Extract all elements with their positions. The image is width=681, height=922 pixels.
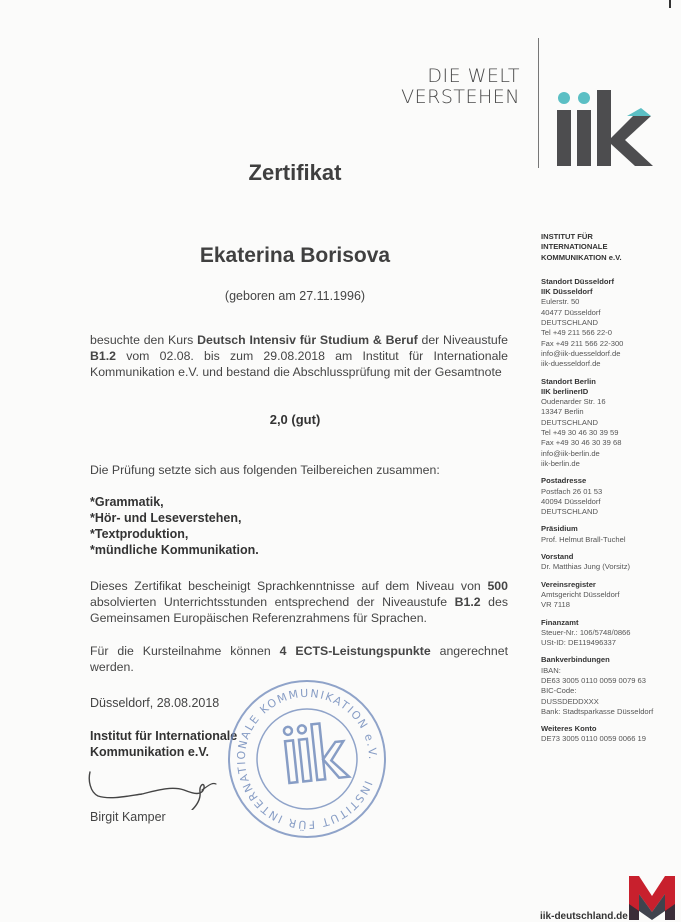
edge-mark: [669, 0, 671, 8]
section-heading: Vorstand: [541, 552, 574, 562]
fax-line: Fax +49 30 46 30 39 68: [541, 438, 622, 448]
sidebar-tax: [541, 618, 671, 649]
level-value: B1.2: [454, 595, 481, 609]
exam-part-item: *mündliche Kommunikation.: [90, 543, 259, 557]
address-line: DEUTSCHLAND: [541, 417, 598, 427]
section-heading: Weiteres Konto: [541, 724, 597, 734]
course-text-a: besuchte den Kurs: [90, 333, 198, 347]
level-text-b: absolvierten Unterrichtsstunden entsprechend der Niveaustufe: [90, 595, 455, 609]
website-link[interactable]: iik-duesseldorf.de: [541, 359, 601, 369]
org-line: INTERNATIONALE: [541, 242, 608, 252]
sidebar-berlin: [541, 377, 671, 470]
email-link[interactable]: info@iik-duesseldorf.de: [541, 348, 621, 358]
birth-date: (geboren am 27.11.1996): [224, 289, 366, 303]
svg-text:INSTITUT FÜR INTERNATIONALE KO: [225, 677, 389, 841]
watermark-m-logo: [627, 874, 677, 920]
section-heading: Vereinsregister: [541, 579, 596, 589]
course-name: Deutsch Intensiv für Studium & Beruf: [197, 333, 418, 347]
tax-line: Steuer-Nr.: 106/5748/0866: [541, 627, 631, 637]
signer-name: Birgit Kamper: [90, 810, 166, 824]
sidebar-board: [541, 552, 671, 573]
exam-part-item: *Hör- und Leseverstehen,: [90, 511, 242, 525]
address-line: 40094 Düsseldorf: [541, 496, 601, 506]
tax-line: USt-ID: DE119496337: [541, 638, 616, 648]
fax-line: Fax +49 211 566 22-300: [541, 338, 624, 348]
recipient-name: Ekaterina Borisova: [199, 244, 391, 267]
ects-paragraph: [90, 643, 508, 675]
place-date: Düsseldorf, 28.08.2018: [90, 696, 220, 710]
bank-line: DUSSDEDDXXX: [541, 696, 599, 706]
institute-line-2: Kommunikation e.V.: [90, 745, 210, 759]
course-text-b: der Niveaustufe: [417, 333, 508, 347]
course-text-c: vom 02.08. bis zum 29.08.2018 am Institut für Internationale Kommunikation e.V. und bestand die Abschlussprüfung mit der Gesamtnote: [90, 349, 508, 379]
bank-line: DE63 3005 0110 0059 0079 63: [541, 675, 646, 685]
ects-text-a: Für die Kursteilnahme können: [90, 644, 280, 658]
section-heading: Standort Düsseldorf: [541, 276, 614, 286]
sidebar-postal: [541, 476, 671, 517]
bank-line: DE73 3005 0110 0059 0066 19: [541, 734, 646, 744]
bank-line: Bank: Stadtsparkasse Düsseldorf: [541, 706, 654, 716]
address-line: DEUTSCHLAND: [541, 507, 598, 517]
exam-part-item: *Textproduktion,: [90, 527, 189, 541]
sidebar-register: [541, 580, 671, 611]
person-line: Dr. Matthias Jung (Vorsitz): [541, 562, 631, 572]
bank-line: IBAN:: [541, 665, 561, 675]
phone-line: Tel +49 211 566 22-0: [541, 328, 613, 338]
level-text-c: des Gemeinsamen Europäischen Referenzrahmens für Sprachen.: [90, 595, 508, 625]
sidebar-duesseldorf: [541, 277, 671, 370]
course-level: B1.2: [90, 349, 116, 363]
tagline-line-1: DIE WELT: [427, 65, 520, 87]
section-heading: IIK berlinerID: [541, 386, 589, 396]
sidebar-bank: [541, 655, 671, 717]
section-heading: Präsidium: [541, 524, 578, 534]
exam-parts-list: [90, 494, 390, 558]
section-heading: Bankverbindungen: [541, 655, 610, 665]
handwritten-signature: [84, 766, 224, 810]
address-line: Postfach 26 01 53: [541, 486, 603, 496]
exam-parts-intro: Die Prüfung setzte sich aus folgenden Teilbereichen zusammen:: [90, 463, 440, 477]
section-heading: IIK Düsseldorf: [541, 287, 593, 297]
footer-website-link[interactable]: iik-deutschland.de: [540, 911, 628, 922]
level-text-a: Dieses Zertifikat bescheinigt Sprachkenntnisse auf dem Niveau von: [90, 579, 488, 593]
register-line: Amtsgericht Düsseldorf: [541, 589, 620, 599]
sidebar-presidium: [541, 524, 671, 545]
phone-line: Tel +49 30 46 30 39 59: [541, 428, 619, 438]
address-line: 40477 Düsseldorf: [541, 307, 601, 317]
ects-points: 4 ECTS-Leistungspunkte: [279, 644, 431, 658]
register-line: VR 7118: [541, 600, 570, 610]
official-stamp: [225, 677, 389, 841]
address-line: DEUTSCHLAND: [541, 318, 598, 328]
org-line: INSTITUT FÜR: [541, 232, 593, 241]
issuing-institute: [90, 728, 237, 760]
website-link[interactable]: iik-berlin.de: [541, 458, 580, 468]
tagline-line-2: VERSTEHEN: [401, 86, 520, 108]
stamp-ring-text: INSTITUT FÜR INTERNATIONALE KOMMUNIKATION e.V.: [234, 686, 380, 832]
iik-logo: [553, 88, 657, 168]
person-line: Prof. Helmut Brall-Tuchel: [541, 534, 626, 544]
overall-grade: 2,0 (gut): [269, 412, 321, 427]
contact-sidebar: [541, 232, 671, 752]
exam-part-item: *Grammatik,: [90, 495, 164, 509]
bank-line: BIC-Code:: [541, 686, 577, 696]
course-paragraph: [90, 332, 508, 380]
email-link[interactable]: info@iik-berlin.de: [541, 448, 600, 458]
section-heading: Standort Berlin: [541, 376, 596, 386]
institute-line-1: Institut für Internationale: [90, 729, 238, 743]
org-line: KOMMUNIKATION e.V.: [541, 252, 622, 262]
lesson-hours: 500: [487, 579, 508, 593]
brand-tagline: [380, 66, 520, 108]
certificate-title: Zertifikat: [248, 160, 342, 185]
section-heading: Finanzamt: [541, 617, 579, 627]
address-line: Eulerstr. 50: [541, 297, 580, 307]
address-line: Oudenarder Str. 16: [541, 397, 606, 407]
sidebar-other-account: [541, 724, 671, 745]
section-heading: Postadresse: [541, 476, 587, 486]
ects-text-b: angerechnet werden.: [90, 644, 508, 674]
level-paragraph: [90, 578, 508, 626]
header-divider: [538, 38, 539, 168]
address-line: 13347 Berlin: [541, 407, 584, 417]
sidebar-org: [541, 232, 671, 263]
